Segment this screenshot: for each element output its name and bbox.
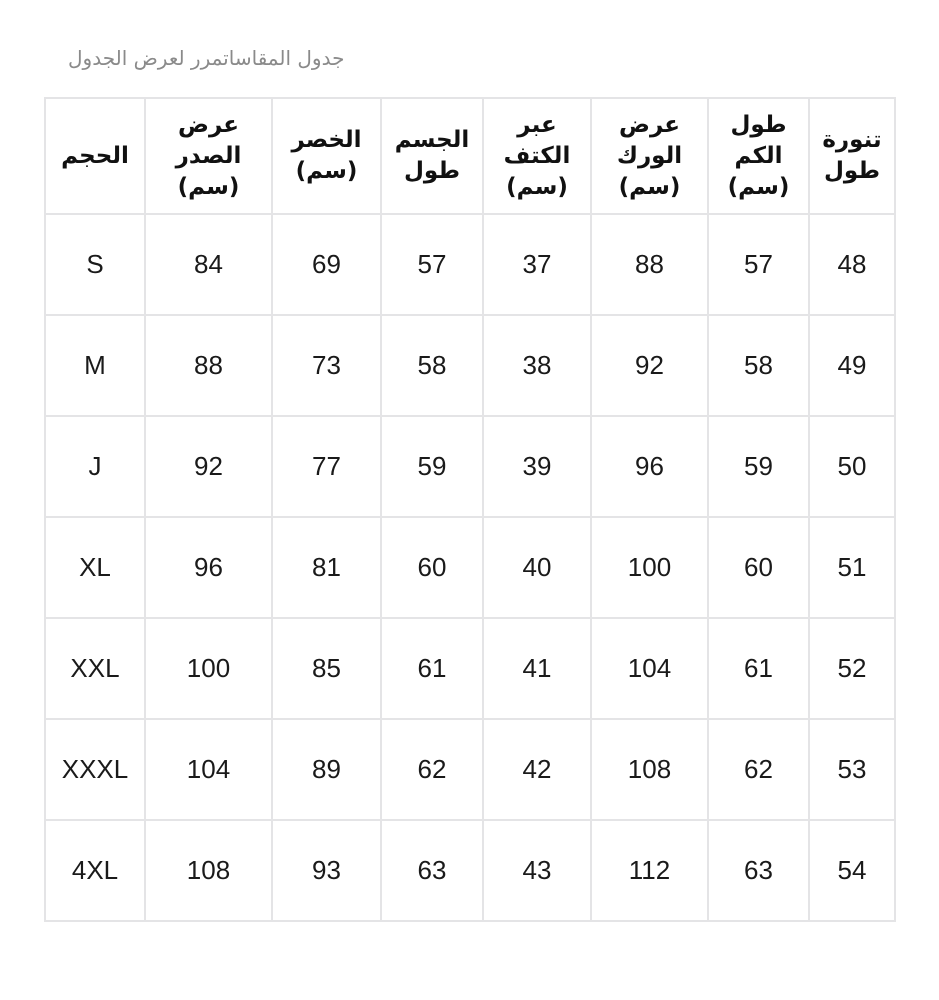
cell-chest: 104 (145, 719, 272, 820)
table-row (45, 517, 895, 618)
table-row (45, 416, 895, 517)
cell-size: M (45, 315, 145, 416)
cell-chest: 96 (145, 517, 272, 618)
cell-skirt: 51 (809, 517, 895, 618)
header-skirt-line2: طول (823, 158, 881, 184)
size-chart-table (44, 97, 896, 922)
cell-chest: 100 (145, 618, 272, 719)
table-row (45, 719, 895, 820)
cell-sleeve: 61 (708, 618, 809, 719)
cell-size: XL (45, 517, 145, 618)
table-row (45, 214, 895, 315)
header-chest-line2: الصدر (175, 142, 242, 169)
cell-body: 59 (381, 416, 483, 517)
cell-chest: 108 (145, 820, 272, 921)
cell-skirt: 52 (809, 618, 895, 719)
cell-body: 60 (381, 517, 483, 618)
header-shoulder (483, 98, 591, 214)
cell-skirt: 50 (809, 416, 895, 517)
cell-sleeve: 57 (708, 214, 809, 315)
header-hip-line1: عرض (619, 111, 680, 138)
header-body-line1: الجسم (394, 127, 470, 153)
table-row (45, 618, 895, 719)
header-body-line2: طول (403, 158, 461, 184)
cell-waist: 93 (272, 820, 381, 921)
header-sleeve-line1: طول (730, 111, 787, 138)
cell-hip: 104 (591, 618, 708, 719)
cell-shoulder: 43 (483, 820, 591, 921)
cell-sleeve: 59 (708, 416, 809, 517)
header-chest-width (145, 98, 272, 214)
cell-chest: 84 (145, 214, 272, 315)
header-skirt-line1: تنورة (822, 127, 882, 153)
cell-waist: 85 (272, 618, 381, 719)
cell-hip: 112 (591, 820, 708, 921)
cell-waist: 89 (272, 719, 381, 820)
table-row (45, 315, 895, 416)
header-sleeve-length (708, 98, 809, 214)
cell-hip: 88 (591, 214, 708, 315)
cell-sleeve: 62 (708, 719, 809, 820)
header-hip-width (591, 98, 708, 214)
header-row (45, 98, 895, 214)
header-chest-line1: عرض (178, 111, 239, 138)
header-shoulder-unit: (سم) (506, 173, 568, 200)
cell-skirt: 54 (809, 820, 895, 921)
header-sleeve-unit: (سم) (727, 173, 790, 200)
cell-shoulder: 42 (483, 719, 591, 820)
cell-hip: 96 (591, 416, 708, 517)
cell-shoulder: 41 (483, 618, 591, 719)
header-shoulder-line2: الكتف (503, 142, 571, 169)
header-waist-unit: (سم) (295, 158, 358, 184)
cell-skirt: 49 (809, 315, 895, 416)
table-caption: جدول المقاساتمرر لعرض الجدول (68, 46, 345, 70)
cell-size: XXL (45, 618, 145, 719)
header-size (45, 98, 145, 214)
cell-chest: 92 (145, 416, 272, 517)
header-skirt-length (809, 98, 895, 214)
cell-skirt: 48 (809, 214, 895, 315)
cell-hip: 108 (591, 719, 708, 820)
cell-sleeve: 60 (708, 517, 809, 618)
header-size-label: الحجم (61, 142, 129, 169)
cell-sleeve: 63 (708, 820, 809, 921)
cell-body: 57 (381, 214, 483, 315)
cell-waist: 69 (272, 214, 381, 315)
cell-size: J (45, 416, 145, 517)
cell-size: S (45, 214, 145, 315)
header-hip-unit: (سم) (618, 173, 681, 200)
cell-shoulder: 40 (483, 517, 591, 618)
cell-waist: 73 (272, 315, 381, 416)
cell-body: 62 (381, 719, 483, 820)
header-chest-unit: (سم) (177, 173, 240, 200)
cell-shoulder: 37 (483, 214, 591, 315)
cell-shoulder: 38 (483, 315, 591, 416)
cell-waist: 77 (272, 416, 381, 517)
header-sleeve-line2: الكم (734, 142, 783, 169)
header-body-length (381, 98, 483, 214)
header-waist-line1: الخصر (291, 127, 362, 153)
cell-hip: 92 (591, 315, 708, 416)
cell-body: 61 (381, 618, 483, 719)
header-hip-line2: الورك (616, 142, 683, 169)
header-waist (272, 98, 381, 214)
cell-size: 4XL (45, 820, 145, 921)
cell-size: XXXL (45, 719, 145, 820)
cell-shoulder: 39 (483, 416, 591, 517)
table-row (45, 820, 895, 921)
cell-waist: 81 (272, 517, 381, 618)
header-shoulder-line1: عبر (517, 111, 557, 138)
cell-sleeve: 58 (708, 315, 809, 416)
cell-body: 63 (381, 820, 483, 921)
cell-skirt: 53 (809, 719, 895, 820)
cell-body: 58 (381, 315, 483, 416)
cell-chest: 88 (145, 315, 272, 416)
cell-hip: 100 (591, 517, 708, 618)
